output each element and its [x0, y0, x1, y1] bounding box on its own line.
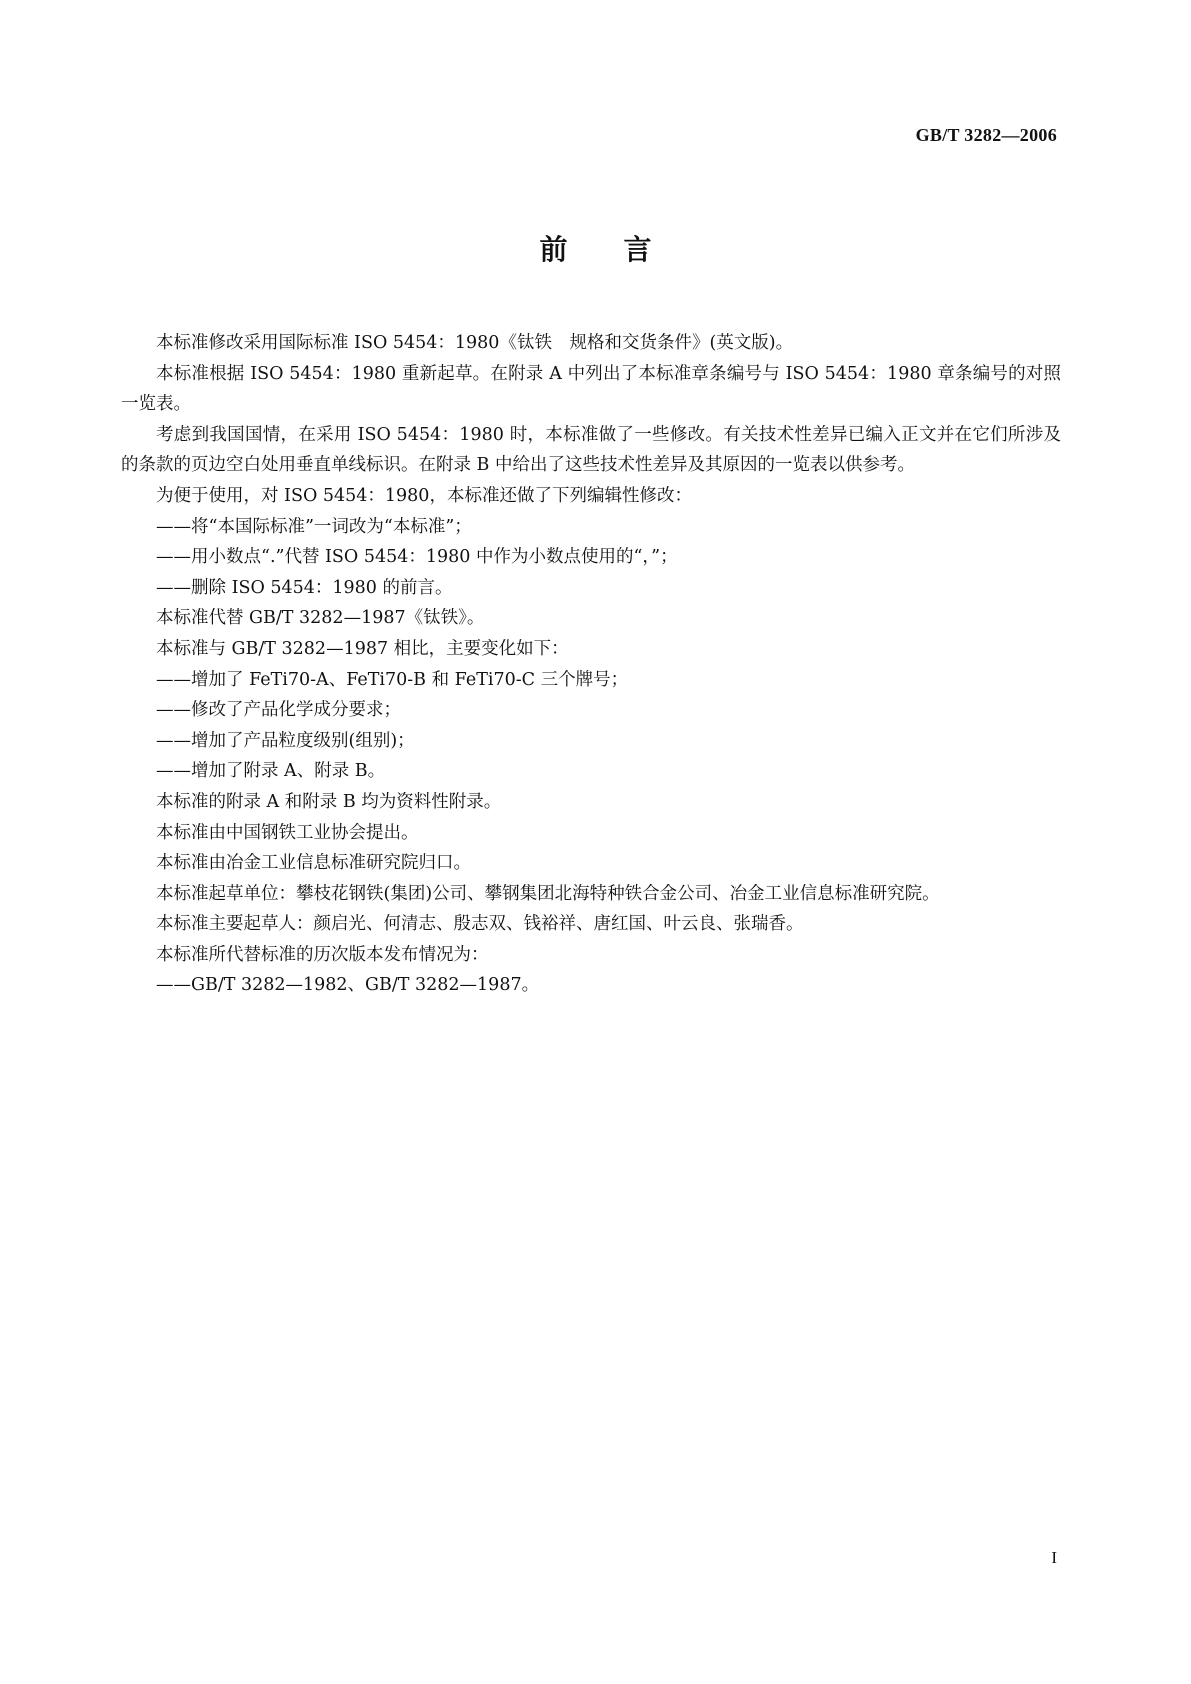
foreword-body [121, 328, 1061, 1001]
list-item-history: ——GB/T 3282—1982、GB/T 3282—1987。 [156, 975, 540, 996]
paragraph-proposed-by: 本标准由中国钢铁工业协会提出。 [156, 822, 419, 843]
list-item-change-2: ——修改了产品化学成分要求； [156, 700, 401, 721]
paragraph-replaces: 本标准代替 GB/T 3282—1987《钛铁》。 [156, 608, 485, 629]
paragraph-history-intro: 本标准所代替标准的历次版本发布情况为： [156, 944, 489, 965]
paragraph-adoption: 本标准修改采用国际标准 ISO 5454：1980《钛铁 规格和交货条件》(英文版)。 [156, 333, 794, 353]
paragraph-editorial-changes-intro: 为便于使用，对 ISO 5454：1980，本标准还做了下列编辑性修改： [156, 485, 692, 506]
paragraph-drafting-units: 本标准起草单位：攀枝花钢铁(集团)公司、攀钢集团北海特种铁合金公司、冶金工业信息标准研究院。 [156, 883, 940, 904]
list-item-editorial-1: ——将“本国际标准”一词改为“本标准”； [156, 516, 472, 537]
list-item-editorial-2: ——用小数点“.”代替 ISO 5454：1980 中作为小数点使用的“，”； [156, 547, 678, 568]
paragraph-redrafting: 本标准根据 ISO 5454：1980 重新起草。在附录 A 中列出了本标准章条编号与 ISO 5454：1980 章条编号的对照一览表。 [121, 363, 1061, 415]
list-item-change-1: ——增加了 FeTi70-A、FeTi70-B 和 FeTi70-C 三个牌号； [156, 669, 629, 690]
list-item-change-4: ——增加了附录 A、附录 B。 [156, 761, 386, 782]
page-title: 前言 [539, 233, 708, 266]
paragraph-drafters: 本标准主要起草人：颜启光、何清志、殷志双、钱裕祥、唐红国、叶云良、张瑞香。 [156, 914, 804, 935]
page-number: I [1051, 1548, 1057, 1567]
standard-number: GB/T 3282—2006 [915, 125, 1057, 145]
list-item-editorial-3: ——删除 ISO 5454：1980 的前言。 [156, 577, 453, 598]
paragraph-main-changes-intro: 本标准与 GB/T 3282—1987 相比，主要变化如下： [156, 638, 569, 659]
paragraph-technical-differences: 考虑到我国国情，在采用 ISO 5454：1980 时，本标准做了一些修改。有关技术性差异已编入正文并在它们所涉及的条款的页边空白处用垂直单线标识。在附录 B 中给出了这些技术性差异及其原因的一览表以供参考。 [121, 424, 1061, 476]
paragraph-managed-by: 本标准由冶金工业信息标准研究院归口。 [156, 853, 471, 874]
list-item-change-3: ——增加了产品粒度级别(组别)； [156, 730, 415, 751]
paragraph-annexes: 本标准的附录 A 和附录 B 均为资料性附录。 [156, 791, 502, 812]
